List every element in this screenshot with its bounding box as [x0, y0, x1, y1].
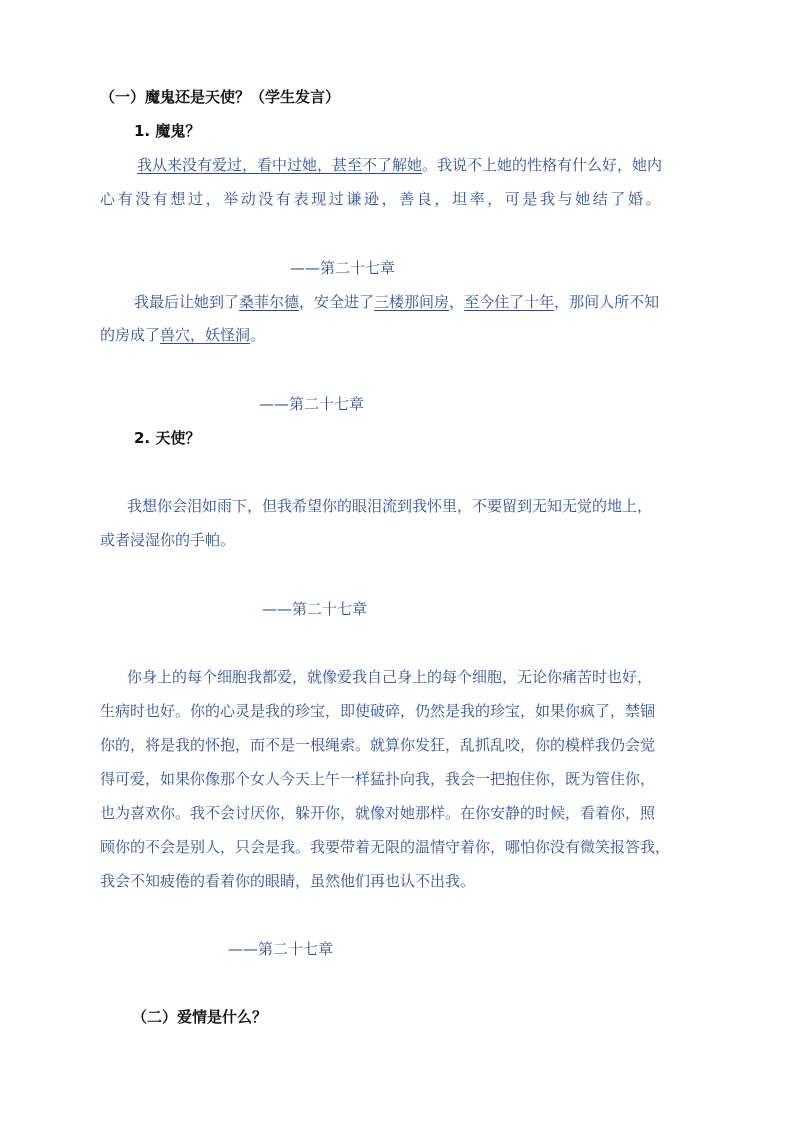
angel-quote1-line2: 或者浸湿你的手帕。	[100, 531, 236, 549]
devil-quote2-line2	[100, 325, 265, 345]
devil-quote2-source: ——第二十七章	[259, 395, 365, 413]
underlined-phrase: 甚至不了解她	[332, 156, 423, 174]
section-heading-devil-or-angel: （一）魔鬼还是天使？（学生发言）	[100, 88, 341, 106]
text-segment: 。我说不上她的性格有什么好，她内	[422, 156, 663, 174]
subheading-devil: 1. 魔鬼？	[134, 122, 201, 140]
text-segment: 。	[250, 326, 266, 344]
angel-quote2-line2: 生病时也好。你的心灵是我的珍宝，即使破碎，仍然是我的珍宝，如果你疯了，禁锢	[100, 702, 656, 720]
text-segment: ，	[449, 293, 465, 311]
underlined-phrase: 至今住了十年	[464, 293, 555, 311]
devil-quote1-line2: 心有没有想过，举动没有表现过谦逊，善良，坦率，可是我与她结了婚。	[100, 190, 664, 208]
angel-quote2-line3: 你的，将是我的怀抱，而不是一根绳索。就算你发狂，乱抓乱咬，你的模样我仍会觉	[100, 736, 656, 754]
underlined-phrase: 看中过她，	[257, 156, 333, 174]
text-segment: ，那间人所不知	[554, 293, 660, 311]
angel-quote2-line5: 也为喜欢你。我不会讨厌你，躲开你，就像对她那样。在你安静的时候，看着你，照	[100, 804, 656, 822]
angel-quote2-line1: 你身上的每个细胞我都爱，就像爱我自己身上的每个细胞，无论你痛苦时也好，	[127, 668, 653, 686]
angel-quote2-line4: 得可爱，如果你像那个女人今天上午一样猛扑向我，我会一把抱住你，既为管住你，	[100, 770, 656, 788]
text-segment: 我最后让她到了	[134, 293, 240, 311]
underlined-phrase: 三楼那间房	[374, 293, 450, 311]
devil-quote1-line1	[137, 155, 662, 175]
devil-quote2-line1	[134, 292, 659, 312]
underlined-phrase: 桑菲尔德	[239, 293, 300, 311]
angel-quote2-line7: 我会不知疲倦的看着你的眼睛，虽然他们再也认不出我。	[100, 872, 476, 890]
subheading-angel: 2. 天使？	[134, 429, 201, 447]
angel-quote1-source: ——第二十七章	[262, 600, 368, 618]
underlined-phrase: 我从来没有爱过，	[137, 156, 258, 174]
text-segment: ，安全进了	[299, 293, 375, 311]
section-heading-what-is-love: （二）爱情是什么？	[132, 1008, 268, 1026]
angel-quote2-line6: 顾你的不会是别人，只会是我。我要带着无限的温情守着你，哪怕你没有微笑报答我，	[100, 838, 671, 856]
angel-quote1-line1: 我想你会泪如雨下，但我希望你的眼泪流到我怀里，不要留到无知无觉的地上，	[127, 497, 653, 515]
devil-quote1-source: ——第二十七章	[290, 259, 396, 277]
underlined-phrase: 兽穴，妖怪洞	[160, 326, 251, 344]
text-segment: 的房成了	[100, 326, 161, 344]
angel-quote2-source: ——第二十七章	[228, 940, 334, 958]
